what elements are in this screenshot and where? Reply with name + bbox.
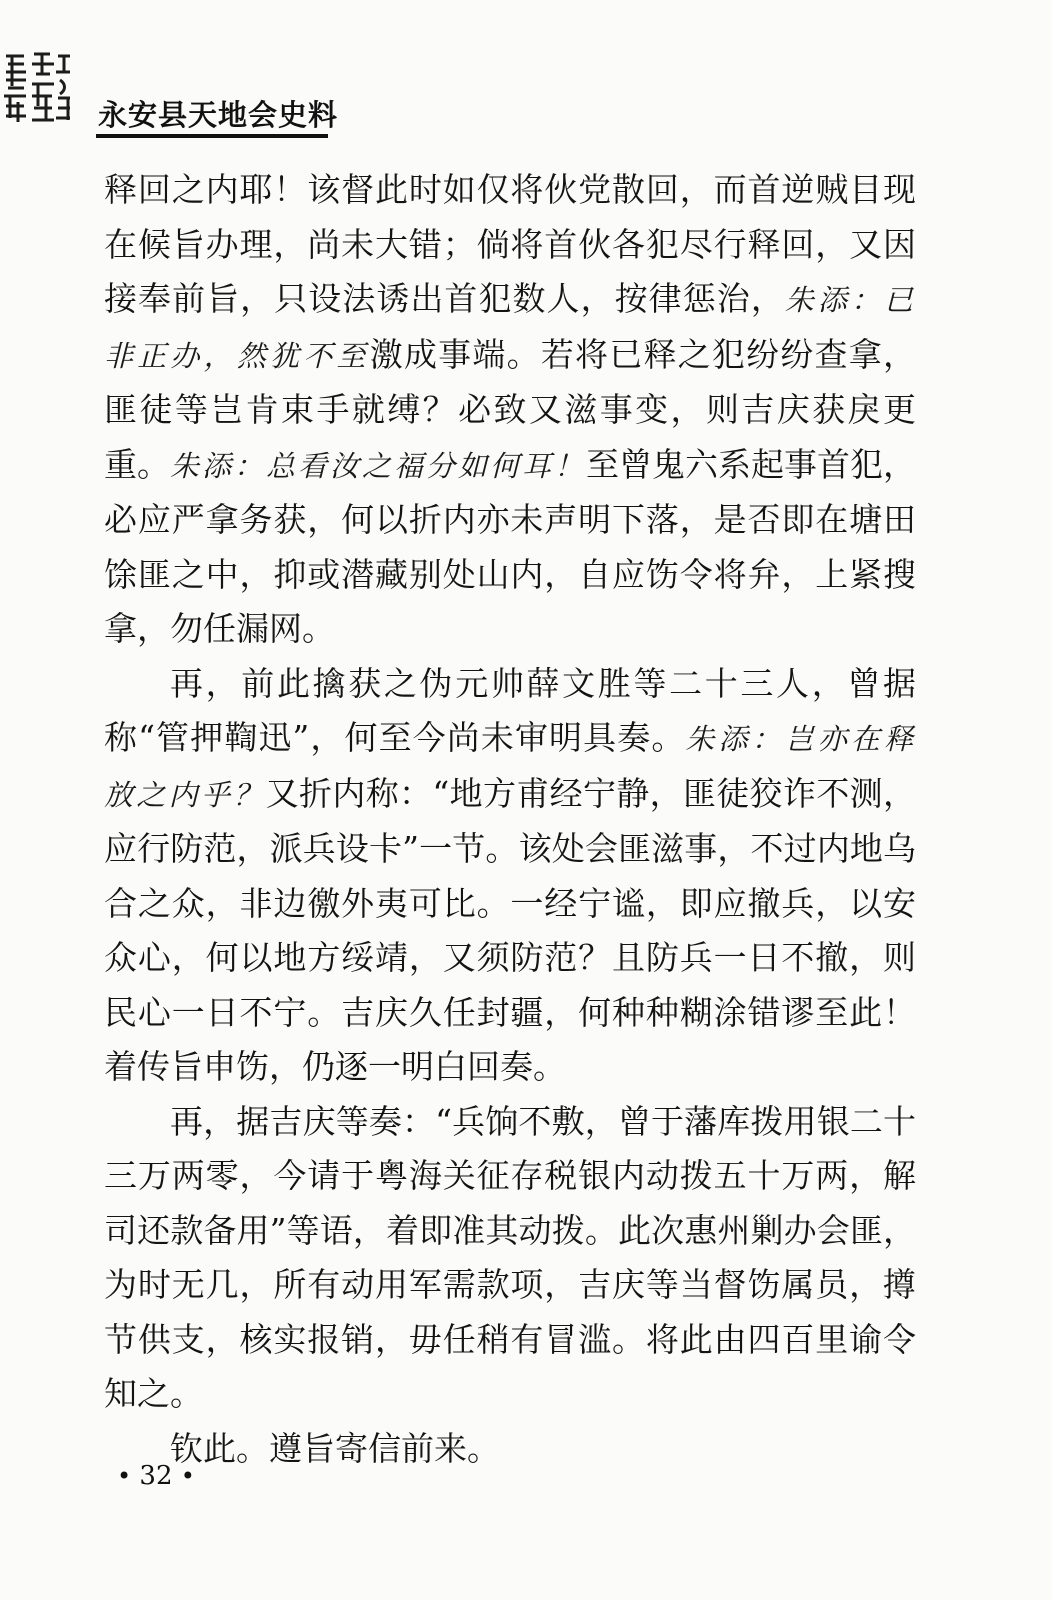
imperial-annotation-1: 朱添：已非正办，然犹不至	[104, 283, 916, 373]
header-rule	[96, 134, 328, 138]
imperial-annotation-3: 朱添：岂亦在释放之内乎？	[104, 722, 916, 812]
paragraph-2-text-a: 再，前此擒获之伪元帅薛文胜等二十三人，曾据称“管押鞫迅”，何至今尚未审明具奏。	[104, 663, 916, 757]
paragraph-1	[104, 163, 916, 657]
body-text	[104, 163, 916, 1476]
page-number-value: 32	[139, 1461, 173, 1491]
folio-dot-left: •	[117, 1462, 132, 1490]
seal-stamp-icon	[2, 50, 72, 126]
running-header-title: 永安县天地会史料	[98, 98, 339, 132]
paragraph-1-text-b: 激成事端。若将已释之犯纷纷查拿，匪徒等岂肯束手就缚？必致又滋事变，则吉庆获戾更重。	[104, 334, 916, 484]
paragraph-3: 再，据吉庆等奏：“兵饷不敷，曾于藩库拨用银二十三万两零，今请于粤海关征存税银内动拨五十万两，解司还款备用”等语，着即准其动拨。此次惠州剿办会匪，为时无几，所有动用军需款项，吉庆等当督饬属员，撙节供支，核实报销，毋任稍有冒滥。将此由四百里谕令知之。	[104, 1101, 916, 1413]
imperial-annotation-2: 朱添：总看汝之福分如何耳！	[170, 448, 587, 483]
folio-dot-right: •	[180, 1462, 195, 1490]
paragraph-4: 钦此。遵旨寄信前来。	[170, 1428, 500, 1468]
paragraph-2-text-b: 又折内称：“地方甫经宁静，匪徒狡诈不测，应行防范，派兵设卡”一节。该处会匪滋事，不过内地乌合之众，非边徼外夷可比。一经宁谧，即应撤兵，以安众心，何以地方绥靖，又须防范？且防兵一日不撤，则民心一日不宁。吉庆久任封疆，何种种糊涂错谬至此！着传旨申饬，仍逐一明白回奏。	[104, 773, 916, 1086]
paragraph-1-text-c: 至曾鬼六系起事首犯，必应严拿务获，何以折内亦未声明下落，是否即在塘田馀匪之中，抑或潜藏别处山内，自应饬令将弁，上紧搜拿，勿任漏网。	[104, 444, 917, 648]
page-number	[117, 1461, 195, 1491]
paragraph-2	[104, 657, 916, 1095]
paragraph-1-text-a: 释回之内耶！该督此时如仅将伙党散回，而首逆贼目现在候旨办理，尚未大错；倘将首伙各犯尽行释回，又因接奉前旨，只设法诱出首犯数人，按律惩治，	[104, 170, 916, 318]
